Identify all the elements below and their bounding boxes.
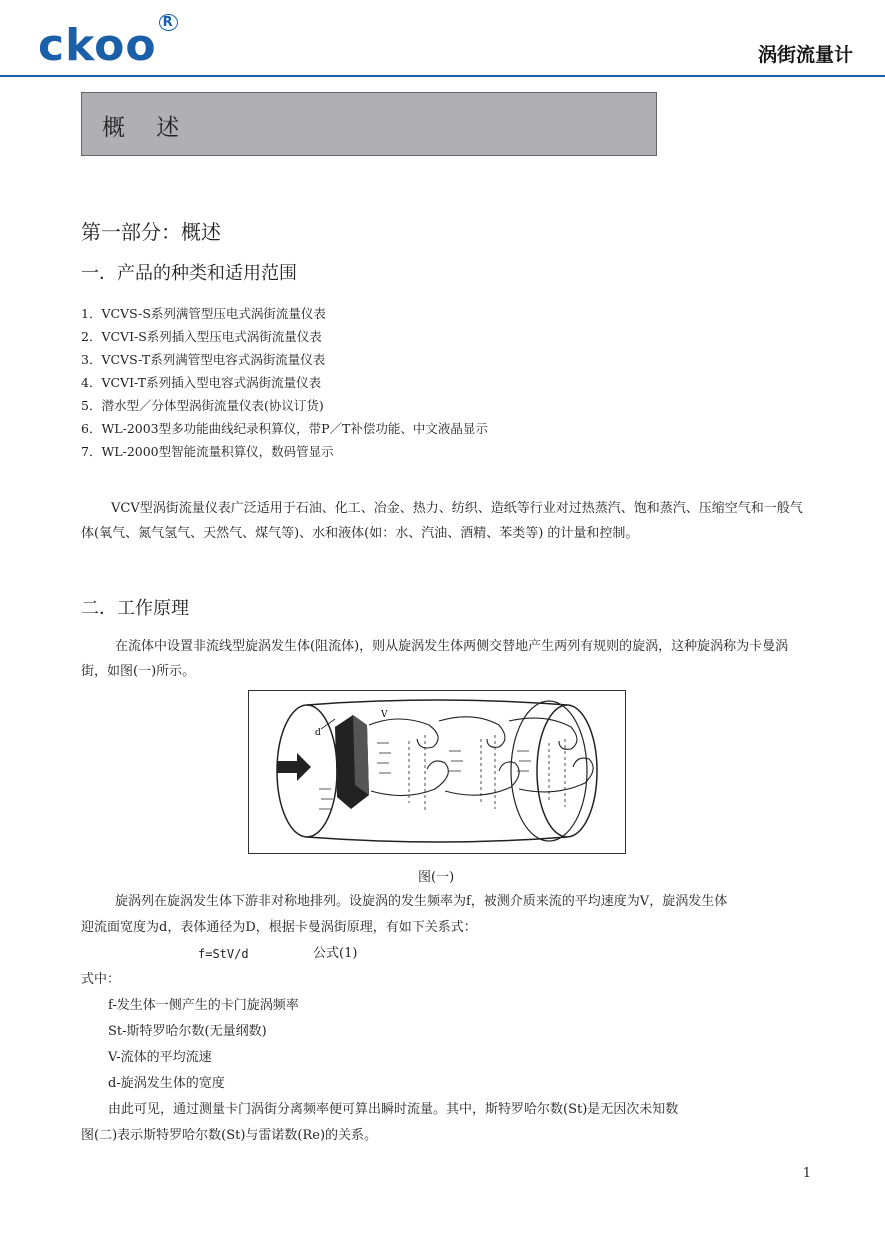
vortex-street-illustration	[249, 691, 625, 853]
list-item: 5．潜水型／分体型涡街流量仪表(协议订货)	[81, 398, 324, 413]
definition-item: d-旋涡发生体的宽度	[108, 1076, 225, 1091]
list-item: 3．VCVS-T系列满管型电容式涡街流量仪表	[81, 352, 326, 367]
formula-reference: 公式(1)	[313, 946, 358, 961]
conclusion-line: 由此可见，通过测量卡门涡街分离频率便可算出瞬时流量。其中，斯特罗哈尔数(St)是无因次未知数	[108, 1102, 679, 1117]
figure-label-d: d	[315, 728, 321, 738]
list-item: 1．VCVS-S系列满管型压电式涡街流量仪表	[81, 306, 326, 321]
list-item: 7．WL-2000型智能流量积算仪，数码管显示	[81, 444, 334, 459]
part-heading: 第一部分：概述	[81, 220, 221, 244]
vortex-text-line: 迎流面宽度为d，表体通径为D，根据卡曼涡街原理，有如下关系式：	[81, 920, 477, 935]
registered-mark: R	[159, 14, 178, 31]
formula: f=StV/d	[198, 947, 249, 961]
conclusion-line: 图(二)表示斯特罗哈尔数(St)与雷诺数(Re)的关系。	[81, 1128, 378, 1143]
figure-label-v: V	[381, 710, 388, 720]
product-list	[81, 302, 488, 463]
list-item: 6．WL-2003型多功能曲线纪录积算仪，带P／T补偿功能、中文液晶显示	[81, 421, 488, 436]
page-number: 1	[802, 1166, 811, 1181]
header-divider	[0, 75, 885, 77]
karman-vortex-figure	[248, 690, 626, 854]
figure-caption: 图(一)	[418, 870, 455, 885]
document-title: 涡街流量计	[757, 44, 853, 66]
application-paragraph: VCV型涡街流量仪表广泛适用于石油、化工、冶金、热力、纺织、造纸等行业对过热蒸汽、饱和蒸汽、压缩空气和一般气体(氧气、氮气氢气、天然气、煤气等)、水和液体(如：水、汽油、酒精、苯类等) 的计量和控制。	[81, 501, 803, 541]
definition-item: f-发生体一侧产生的卡门旋涡频率	[108, 998, 299, 1013]
definition-item: St-斯特罗哈尔数(无量纲数)	[108, 1024, 267, 1039]
brand-logo	[38, 15, 176, 71]
vortex-text-line: 旋涡列在旋涡发生体下游非对称地排列。设旋涡的发生频率为f，被测介质来流的平均速度为V，旋涡发生体	[115, 894, 728, 909]
list-item: 2．VCVI-S系列插入型压电式涡街流量仪表	[81, 329, 322, 344]
section-banner-title: 概 述	[102, 115, 192, 141]
definition-item: V-流体的平均流速	[108, 1050, 212, 1065]
where-label: 式中：	[81, 972, 121, 987]
section-banner	[81, 92, 657, 156]
section-2-heading: 二．工作原理	[81, 598, 189, 619]
logo-text: ckoo	[38, 20, 157, 71]
principle-paragraph: 在流体中设置非流线型旋涡发生体(阻流体)，则从旋涡发生体两侧交替地产生两列有规则的旋涡，这种旋涡称为卡曼涡街，如图(一)所示。	[81, 639, 789, 679]
section-1-heading: 一．产品的种类和适用范围	[81, 263, 297, 284]
list-item: 4．VCVI-T系列插入型电容式涡街流量仪表	[81, 375, 322, 390]
